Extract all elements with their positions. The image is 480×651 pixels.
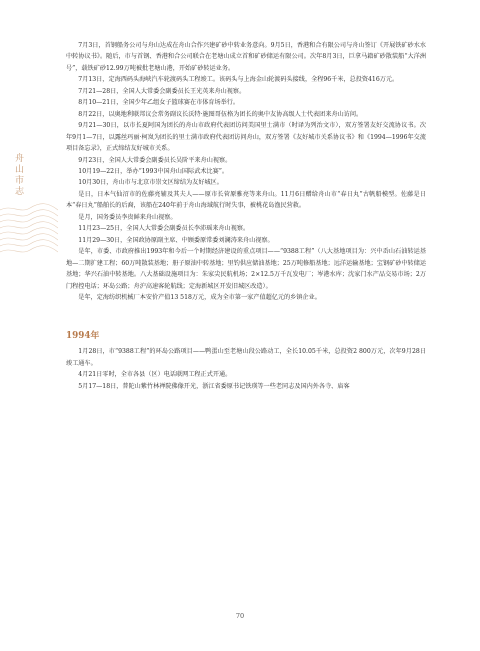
paragraph: 7月3日，首钢船务公司与舟山达成在舟山合作兴建矿砂中转业务意向。9月5日，香港和合有限公司与舟山签订《开展铁矿砂水水中转协议书》。随后，市与首钢、香港和合公司联合在老塘山成立首和矿砂储运有限公司。次年8月3日，巨拿马籍矿砂散装船“大洋洲号”，载铁矿砂12.99万吨被批老塘山港，开始矿砂转运业务。 [66, 42, 426, 72]
cloud-decoration-icon [0, 196, 58, 256]
paragraph: 10月30日，舟山市与北京市崇文区缔结为友好城区。 [78, 179, 223, 187]
paragraph: 5月17—18日，普陀山紫竹林禅院佛像开光，浙江省委原书记铁瑛等一些老同志及国内外各寺、庙客 [78, 382, 350, 390]
year-heading: 1994年 [66, 331, 100, 342]
paragraph: 1月28日，市“9388工程”的环岛公路项目——鸭蛋山至老塘山段公路动工，全长10.05千米，总投资2 800万元，次年9月28日竣工通车。 [66, 348, 426, 367]
paragraph: 8月10—21日，全国少年乙组女子篮球赛在市体育场举行。 [78, 99, 240, 107]
paragraph: 10月19—22日，举办“1993中国舟山国际武术比赛”。 [78, 167, 229, 175]
paragraph: 7月13日，定海西码头海峡汽车轮渡码头工程竣工。该码头与上海金山轮渡码头接线，全程96千米，总投资416万元。 [78, 76, 399, 84]
paragraph: 7月21—28日，全国人大常委会副委员长王光英来舟山视察。 [78, 87, 246, 95]
paragraph: 11月23—25日，全国人大常委会副委员长李沛瑶来舟山视察。 [78, 225, 250, 233]
document-body [66, 40, 426, 392]
paragraph: 4月21日零时，全市各县（区）电话联网工程正式开通。 [78, 371, 232, 379]
paragraph: 9月21—30日，以市长夏阿国为团长的舟山市政府代表团访问美国里士满市（时译为列治文市），双方签署友好交流协议书。次年9月1—7日，以露丝玛丽·柯岚为团长的里士满市政府代表团访问舟山，双方签署《友好城市关系协议书》和《1994—1996年交流项目备忘录》，正式缔结友好城市关系。 [66, 122, 426, 153]
paragraph: 9月23日，全国人大常委会副委员长吴阶平来舟山视察。 [78, 156, 232, 164]
paragraph: 是月，国务委员李贵鲜来舟山视察。 [78, 213, 177, 221]
page-number: 70 [235, 612, 245, 620]
paragraph: 是日，日本气仙沼市的佐藤亮辅及其夫人——原市长菅原雅亮等来舟山。11月6日赠给舟山市“春日丸”古帆船模型。佐藤是日本“春日丸”船舶长的后裔，该船在240年前于舟山海域航行时失事，被桃花岛渔民营救。 [66, 190, 426, 210]
paragraph: 8月22日，以奥地利联邦议会常务副议长沃特·施图哥伍格为团长的奥中友协高级人士代表团来舟山访问。 [78, 110, 363, 118]
paragraph: 是年，市委、市政府推出1993年和今后一个时期经济建设的重点项目——“9388工程”（八大基地项目为：兴中岙山石油转运基地—二期扩建工程；60万吨散装基地；册子原油中转基地；里钓供应储油基地；25万吨修船基地；远洋运输基地；宝钢矿砂中转储运基地；华兴石油中转基地。八大基础设施项目为：朱家尖民航机场；2×12.5万千瓦发电厂；岑港水库；沈家门水产品交易市场；2万门程控电话；环岛公路；舟沪高速客轮航线；定海新城区开发旧城区改造）。 [66, 248, 426, 290]
paragraph: 是年，定海纺织机械厂本安价产值13 518万元，成为全市第一家产值超亿元的乡镇企业。 [78, 293, 321, 301]
paragraph: 11月29—30日，全国政协原副主席、中顾委原常委刘澜涛来舟山视察。 [78, 236, 274, 244]
sidebar-title: 舟山市志 [13, 153, 23, 197]
